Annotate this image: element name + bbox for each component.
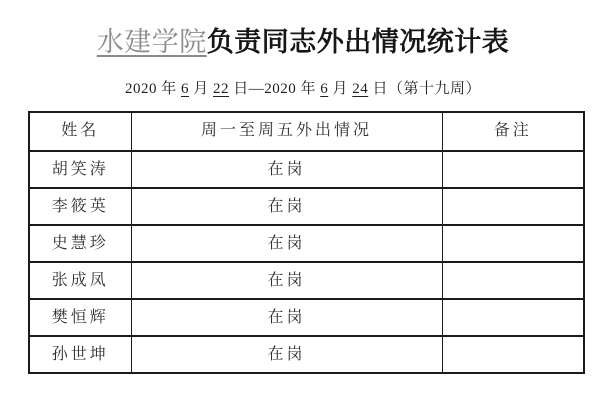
date-range-line (0, 80, 606, 98)
remark-cell (442, 262, 584, 299)
col-header-weekday-status: 周一至周五外出情况 (131, 112, 442, 151)
date-text-segment: 月 (188, 81, 213, 97)
remark-cell (442, 299, 584, 336)
remark-cell (442, 336, 584, 373)
table-row (29, 188, 584, 225)
date-underlined-value: 22 (212, 81, 229, 97)
date-underlined-value: 6 (180, 81, 189, 97)
status-cell: 在岗 (131, 151, 442, 188)
page-title (0, 0, 606, 60)
status-cell: 在岗 (131, 336, 442, 373)
date-text-segment: 日—2020 年 (228, 81, 321, 97)
remark-cell (442, 188, 584, 225)
status-cell: 在岗 (131, 299, 442, 336)
status-cell: 在岗 (131, 188, 442, 225)
name-cell: 张成凤 (29, 262, 131, 299)
col-header-name: 姓名 (29, 112, 131, 151)
col-header-remark: 备注 (442, 112, 584, 151)
table-row (29, 262, 584, 299)
table-row (29, 299, 584, 336)
status-cell: 在岗 (131, 262, 442, 299)
remark-cell (442, 151, 584, 188)
name-cell: 樊恒辉 (29, 299, 131, 336)
status-table (28, 111, 585, 374)
title-college-underlined: 水建学院 (96, 27, 207, 57)
date-underlined-value: 6 (320, 81, 329, 97)
date-text-segment: 2020 年 (124, 81, 181, 97)
date-underlined-value: 24 (352, 81, 369, 97)
table-header-row (29, 112, 584, 151)
name-cell: 胡笑涛 (29, 151, 131, 188)
title-main-text: 负责同志外出情况统计表 (206, 27, 510, 57)
remark-cell (442, 225, 584, 262)
date-text-segment: 月 (328, 81, 353, 97)
date-text-segment: 日（第十九周） (368, 81, 482, 97)
name-cell: 史慧珍 (29, 225, 131, 262)
table-row (29, 225, 584, 262)
name-cell: 孙世坤 (29, 336, 131, 373)
name-cell: 李筱英 (29, 188, 131, 225)
table-row (29, 336, 584, 373)
table-row (29, 151, 584, 188)
status-cell: 在岗 (131, 225, 442, 262)
